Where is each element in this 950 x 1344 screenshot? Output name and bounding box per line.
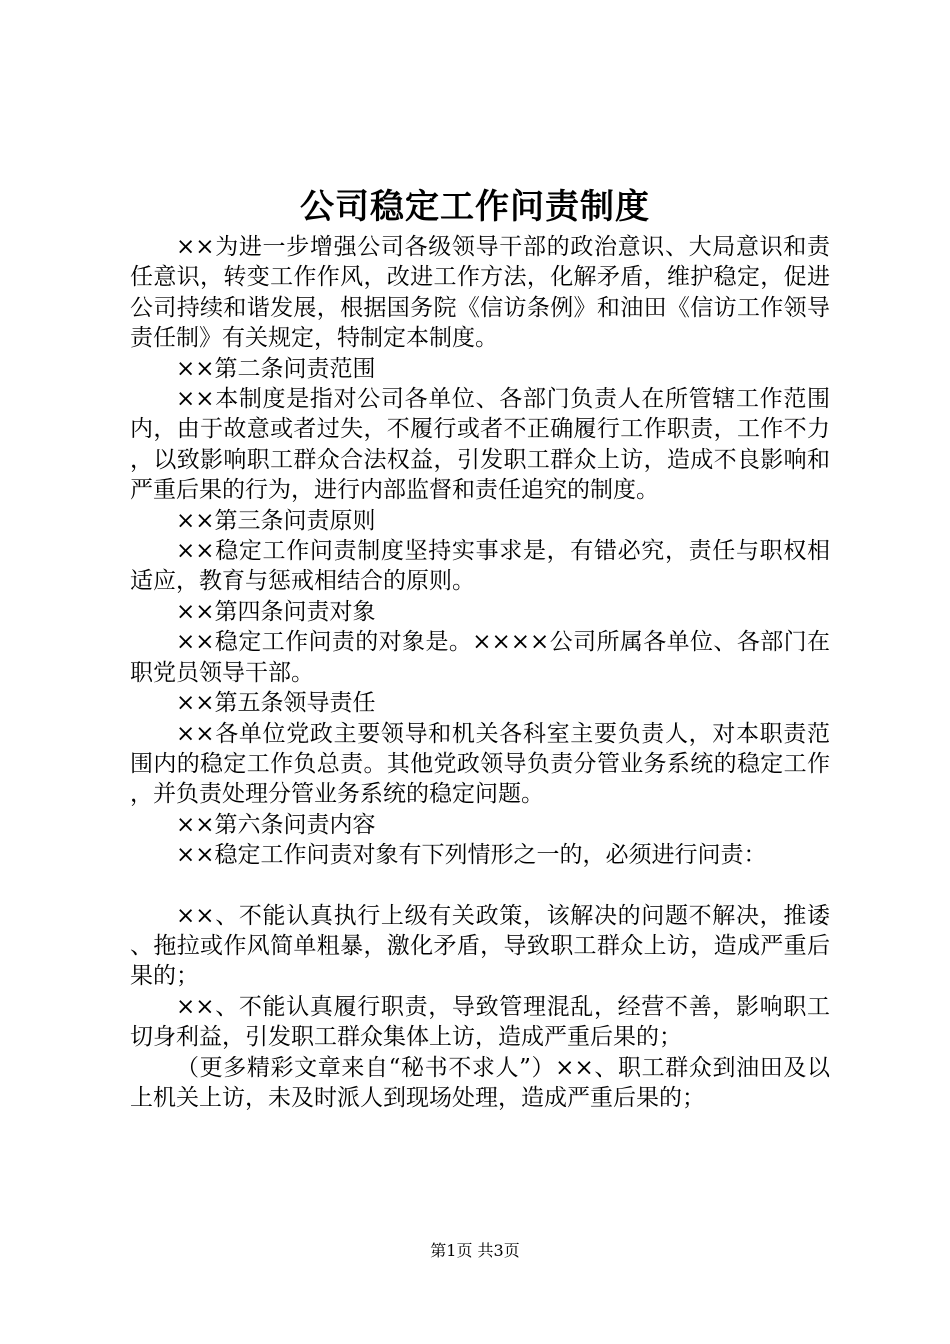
paragraph-leadership: ××各单位党政主要领导和机关各科室主要负责人，对本职责范围内的稳定工作负总责。其他党政领导负责分管业务系统的稳定工作，并负责处理分管业务系统的稳定问题。	[130, 720, 830, 808]
section-heading-article-4: ××第四条问责对象	[176, 598, 376, 625]
page-footer: 第1页 共3页	[430, 1241, 520, 1260]
list-item-2: ××、不能认真履行职责，导致管理混乱，经营不善，影响职工切身利益，引发职工群众集体上访，造成严重后果的；	[130, 993, 830, 1051]
section-heading-article-6: ××第六条问责内容	[176, 811, 376, 838]
paragraph-intro: ××为进一步增强公司各级领导干部的政治意识、大局意识和责任意识，转变工作作风，改进工作方法，化解矛盾，维护稳定，促进公司持续和谐发展，根据国务院《信访条例》和油田《信访工作领导责任制》有关规定，特制定本制度。	[130, 234, 830, 352]
list-item-3: （更多精彩文章来自“秘书不求人”）××、职工群众到油田及以上机关上访，未及时派人到现场处理，造成严重后果的；	[130, 1054, 830, 1111]
section-heading-article-5: ××第五条领导责任	[176, 690, 376, 717]
paragraph-principles: ××稳定工作问责制度坚持实事求是，有错必究，责任与职权相适应，教育与惩戒相结合的原则。	[130, 538, 830, 595]
paragraph-content-intro: ××稳定工作问责对象有下列情形之一的，必须进行问责：	[176, 842, 767, 869]
paragraph-targets: ××稳定工作问责的对象是。××××公司所属各单位、各部门在职党员领导干部。	[130, 629, 830, 686]
document-body	[130, 232, 830, 1113]
section-heading-article-3: ××第三条问责原则	[176, 507, 376, 534]
section-heading-article-2: ××第二条问责范围	[176, 355, 376, 382]
list-item-1: ××、不能认真执行上级有关政策，该解决的问题不解决，推诿、拖拉或作风简单粗暴，激化矛盾，导致职工群众上访，造成严重后果的；	[130, 902, 830, 990]
document-title: 公司稳定工作问责制度	[300, 187, 650, 227]
paragraph-scope: ××本制度是指对公司各单位、各部门负责人在所管辖工作范围内，由于故意或者过失，不履行或者不正确履行工作职责，工作不力，以致影响职工群众合法权益，引发职工群众上访，造成不良影响和严重后果的行为，进行内部监督和责任追究的制度。	[130, 386, 830, 504]
